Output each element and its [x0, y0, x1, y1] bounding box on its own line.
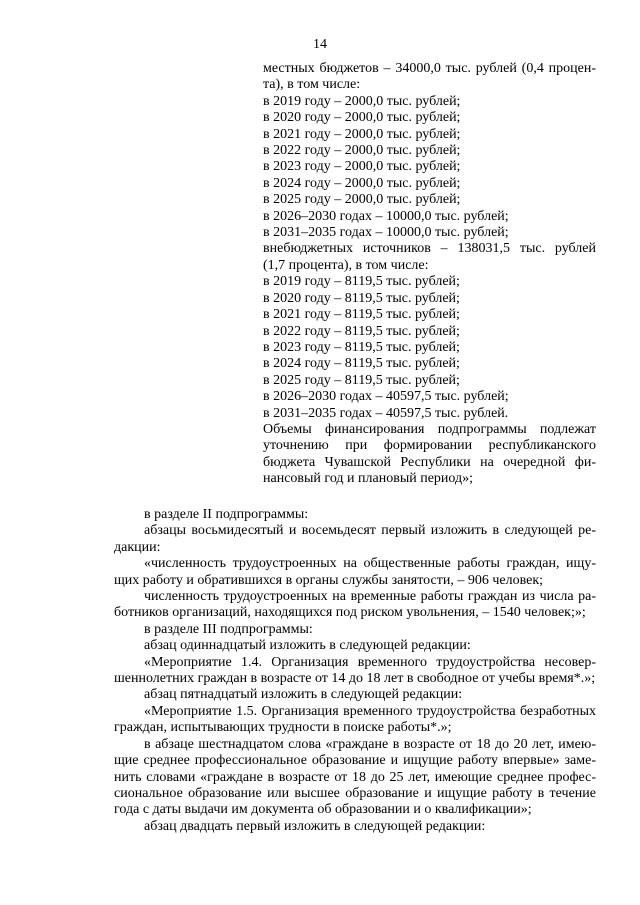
paragraph-line: шеннолетних граждан в возрасте от 14 до 18 лет в свободное от учебы время*.»; [114, 671, 596, 687]
paragraph-line: «численность трудоустроенных на общественные работы граждан, ищу- [144, 556, 596, 572]
paragraph-line: граждан, испытывающих трудности в поиске работы*.»; [114, 720, 452, 736]
funding-line: в 2025 году – 2000,0 тыс. рублей; [263, 192, 461, 208]
funding-line: местных бюджетов – 34000,0 тыс. рублей (0,4 процен- [263, 61, 596, 76]
funding-line: бюджета Чувашской Республики на очередной фи- [263, 454, 596, 470]
funding-line: в 2019 году – 2000,0 тыс. рублей; [263, 93, 461, 109]
paragraph-line: в абзаце шестнадцатом слова «граждане в возрасте от 18 до 20 лет, имею- [144, 736, 596, 752]
paragraph-line: абзац двадцать первый изложить в следующей редакции: [144, 818, 486, 834]
funding-line: в 2026–2030 годах – 10000,0 тыс. рублей; [263, 208, 509, 224]
paragraph-line: «Мероприятие 1.5. Организация временного трудоустройства безработных [144, 703, 596, 719]
funding-line: та), в том числе: [263, 77, 361, 93]
paragraph-line: ботников организаций, находящихся под риском увольнения, – 1540 человек;»; [114, 605, 586, 621]
funding-line: в 2025 году – 8119,5 тыс. рублей; [263, 372, 460, 388]
paragraph-line: щие среднее профессиональное образование и ищущие работу впервые» заме- [114, 753, 596, 769]
amendments-text [114, 507, 596, 835]
funding-line: в 2031–2035 годах – 40597,5 тыс. рублей. [263, 405, 509, 421]
funding-line: в 2031–2035 годах – 10000,0 тыс. рублей; [263, 225, 509, 241]
paragraph-line: сиональное образование или высшее образование и ищущие работу в течение [114, 785, 596, 801]
paragraph-line: года с даты выдачи им документа об образовании и о квалификации»; [114, 802, 532, 818]
paragraph-line: дакции: [114, 539, 161, 555]
paragraph-line: абзац пятнадцатый изложить в следующей редакции: [144, 687, 463, 703]
paragraph-line: в разделе III подпрограммы: [144, 621, 313, 637]
funding-line: в 2019 году – 8119,5 тыс. рублей; [263, 274, 460, 290]
paragraph-line: «Мероприятие 1.4. Организация временного трудоустройства несовер- [144, 654, 596, 670]
funding-line: в 2026–2030 годах – 40597,5 тыс. рублей; [263, 389, 509, 405]
funding-line: в 2021 году – 2000,0 тыс. рублей; [263, 126, 461, 142]
funding-line: (1,7 процента), в том числе: [263, 257, 429, 273]
paragraph-line: численность трудоустроенных на временные работы граждан из числа ра- [144, 589, 596, 605]
funding-line: в 2022 году – 2000,0 тыс. рублей; [263, 143, 461, 159]
funding-line: в 2024 году – 8119,5 тыс. рублей; [263, 356, 460, 372]
funding-line: в 2024 году – 2000,0 тыс. рублей; [263, 175, 461, 191]
funding-line: в 2020 году – 2000,0 тыс. рублей; [263, 110, 461, 126]
funding-line: в 2023 году – 8119,5 тыс. рублей; [263, 339, 460, 355]
funding-line: нансовый год и плановый период»; [263, 471, 474, 487]
paragraph-line: нить словами «граждане в возрасте от 18 до 25 лет, имеющие среднее профес- [114, 769, 596, 785]
page-number: 14 [313, 37, 327, 52]
funding-line: в 2020 году – 8119,5 тыс. рублей; [263, 290, 460, 306]
funding-line: внебюджетных источников – 138031,5 тыс. рублей [263, 241, 596, 257]
funding-line: Объемы финансирования подпрограммы подлежат [263, 421, 596, 437]
funding-line: в 2021 году – 8119,5 тыс. рублей; [263, 307, 460, 323]
funding-line: в 2023 году – 2000,0 тыс. рублей; [263, 159, 461, 175]
funding-block [263, 61, 596, 488]
funding-line: уточнению при формировании республиканского [263, 438, 596, 454]
paragraph-line: щих работу и обратившихся в органы службы занятости, – 906 человек; [114, 572, 544, 588]
funding-line: в 2022 году – 8119,5 тыс. рублей; [263, 323, 460, 339]
paragraph-line: абзац одиннадцатый изложить в следующей редакции: [144, 638, 471, 654]
paragraph-line: в разделе II подпрограммы: [144, 507, 309, 522]
paragraph-line: абзацы восьмидесятый и восемьдесят первый изложить в следующей ре- [144, 523, 596, 539]
